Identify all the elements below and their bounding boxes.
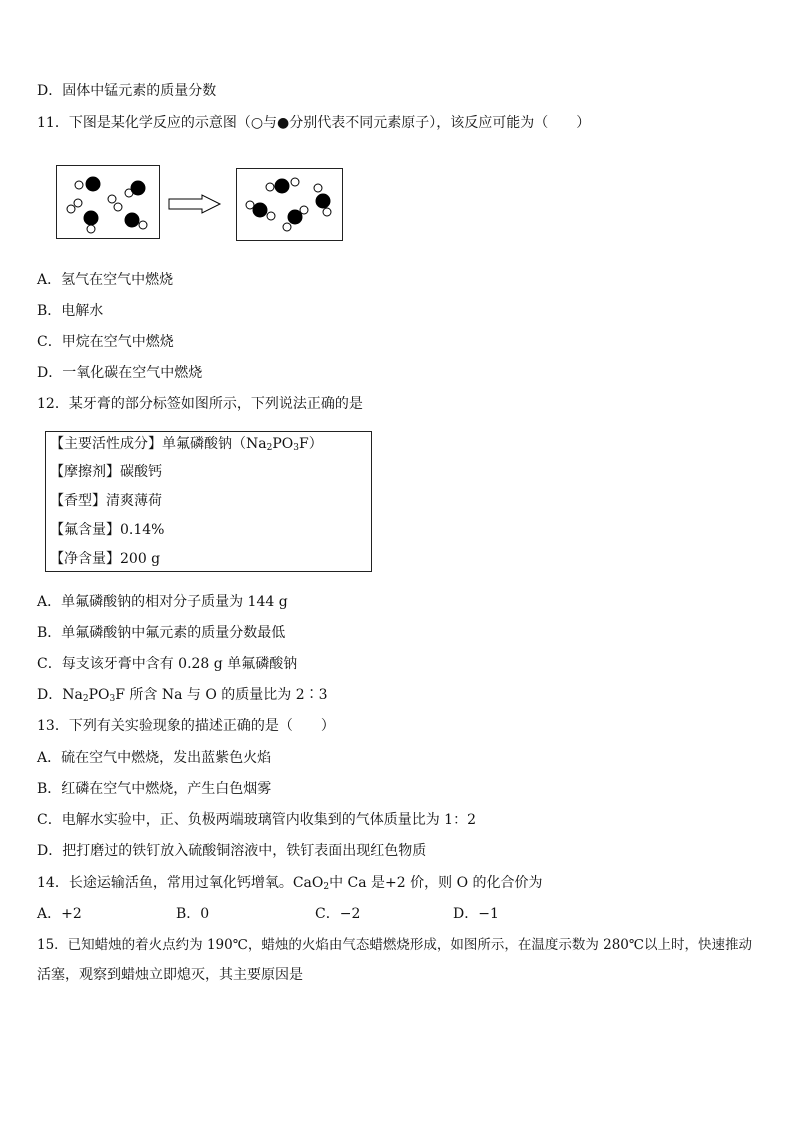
q15-stem-line1: 15．已知蜡烛的着火点约为 190℃，蜡烛的火焰由气态蜡燃烧形成，如图所示，在温度示数为 280℃以上时，快速推动 [37,937,752,953]
q14-option-c: C．−2 [315,906,361,922]
label-net-content: 【净含量】200 g [50,551,161,567]
reactant-molecules-image [57,166,159,238]
q11-option-c: C．甲烷在空气中燃烧 [37,334,174,350]
q14-option-a: A．+2 [37,906,82,922]
q15-stem-line2: 活塞，观察到蜡烛立即熄灭，其主要原因是 [37,967,303,983]
q10-option-d: D．固体中锰元素的质量分数 [37,83,217,99]
q11-option-a: A．氢气在空气中燃烧 [37,272,174,288]
q11-option-b: B．电解水 [37,303,104,319]
q11-stem: 11．下图是某化学反应的示意图（○与●分别代表不同元素原子），该反应可能为（ ） [37,115,591,131]
products-box [236,168,343,241]
toothpaste-label-box [45,431,372,572]
q13-stem: 13．下列有关实验现象的描述正确的是（ ） [37,718,335,734]
q12-stem: 12．某牙膏的部分标签如图所示，下列说法正确的是 [37,396,363,412]
q13-option-c: C．电解水实验中，正、负极两端玻璃管内收集到的气体质量比为 1：2 [37,812,476,828]
product-molecules-image [237,169,342,240]
q11-option-d: D．一氧化碳在空气中燃烧 [37,365,203,381]
label-fluorine-content: 【氟含量】0.14% [50,522,165,538]
reaction-arrow-icon [168,194,222,214]
label-abrasive: 【摩擦剂】碳酸钙 [50,464,162,480]
q12-option-a: A．单氟磷酸钠的相对分子质量为 144 g [37,594,288,610]
reactants-box [56,165,160,239]
q14-stem: 14．长途运输活鱼，常用过氧化钙增氧。CaO$_2$中 Ca 是+2 价，则 O 的化合价为 [37,875,543,892]
q12-option-b: B．单氟磷酸钠中氟元素的质量分数最低 [37,625,286,641]
q13-option-a: A．硫在空气中燃烧，发出蓝紫色火焰 [37,750,272,766]
q12-option-c: C．每支该牙膏中含有 0.28 g 单氟磷酸钠 [37,656,298,672]
label-flavor: 【香型】清爽薄荷 [50,493,162,509]
q13-option-b: B．红磷在空气中燃烧，产生白色烟雾 [37,781,272,797]
q13-option-d: D．把打磨过的铁钉放入硫酸铜溶液中，铁钉表面出现红色物质 [37,843,427,859]
q14-option-b: B．0 [176,906,210,922]
q14-option-d: D．−1 [453,906,499,922]
label-active-ingredient: 【主要活性成分】单氟磷酸钠$(Na_2PO_3F)$ [50,436,323,453]
q12-option-d: D．$Na_2PO_3F$ 所含 Na 与 O 的质量比为 2∶3 [37,687,328,704]
